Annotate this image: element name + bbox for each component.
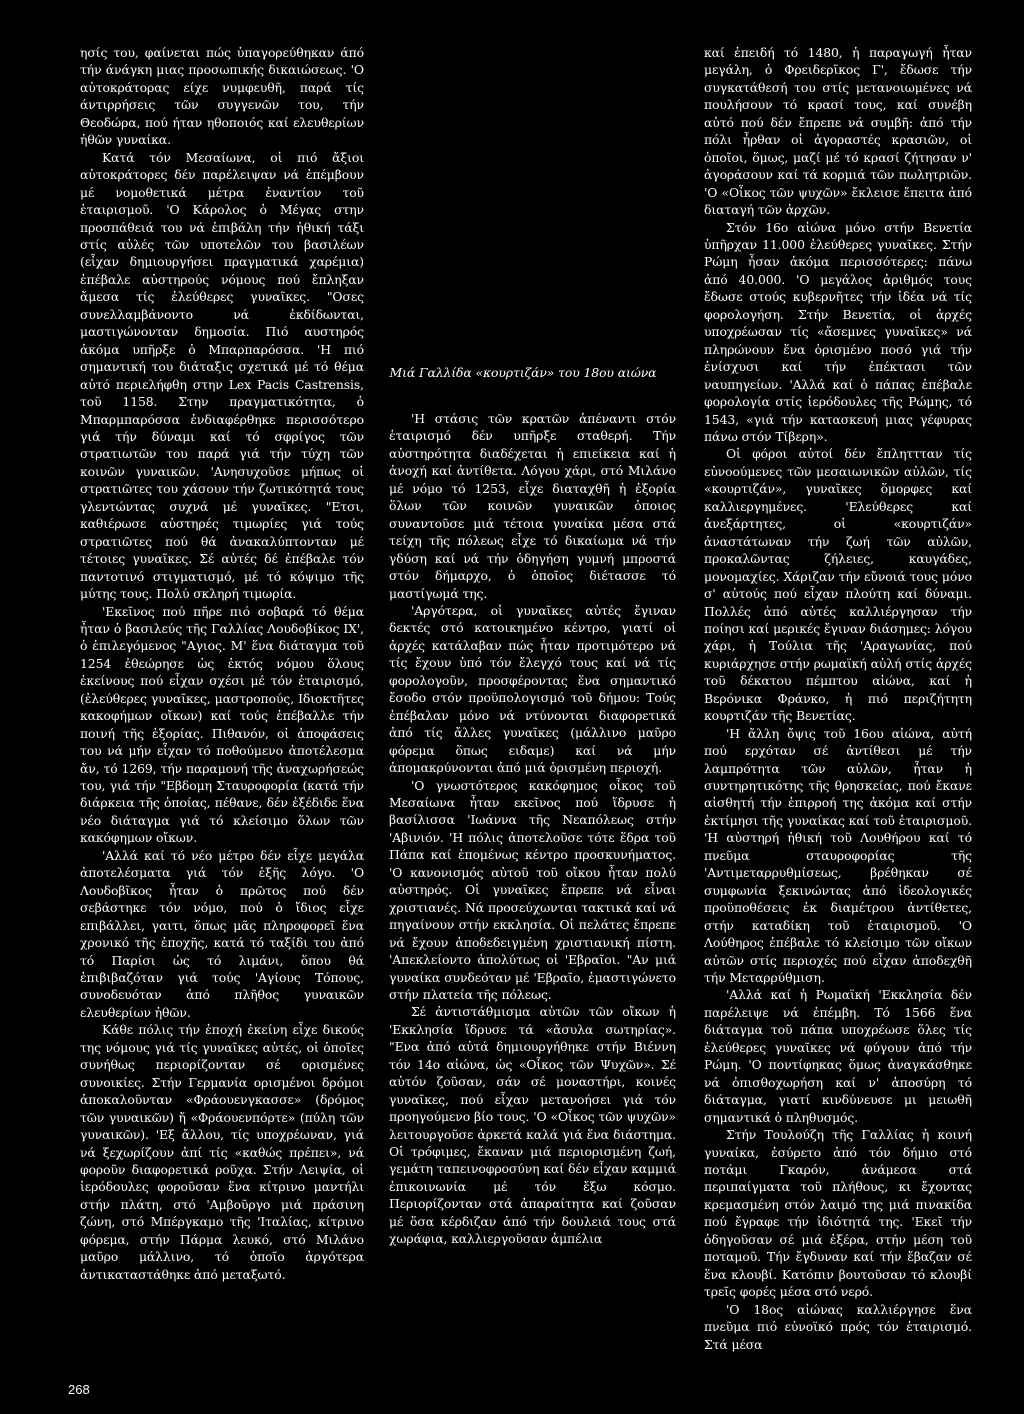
paragraph: 'Ο γνωστότερος κακόφημος οἶκος τοῦ Μεσαίωνα ἦταν εκεῖνος πού ἵδρυσε ἡ βασίλισσα 'Ιωάννα τῆς Νεαπόλεως στήν 'Αβινιόν. 'Η πόλις ἀποτελοῦσε τότε ἕδρα τοῦ Πάπα καί ἑπομένως κέντρο προσκυνήματος. 'Ο κανονισμός αὐτοῦ τοῦ οἴκου ἦταν πολύ αὐστηρός. Οἱ γυναῖκες ἔπρεπε νά εἶναι χριστιανές. Νά προσεύχωνται τακτικά καί νά πηγαίνουν στήν εκκλησία. Οἱ πελάτες ἔπρεπε νά ἔχουν ἀποδεδειγμένη χριστιανική πίστη. 'Απεκλείοντο ἀπολύτως οἱ 'Εβραῖοι. "Αν μιά γυναίκα συνδεόταν μέ 'Εβραῖο, ἐμαστιγώνετο στήν πλατεία τῆς πόλεως. xyxy=(389,777,676,1002)
paragraph: Κάθε πόλις τήν ἐποχή ἐκείνη εἶχε δικούς της νόμους γιά τίς γυναῖκες αὐτές, οἱ ὁποῖες συνήθως περιορίζονταν σέ ορισμένες συνοικίες. Στήν Γερμανία ορισμένοι δρόμοι ἀποκαλοῦνταν «Φράουενγκασσε» (δρόμος τῶν γυναικῶν) ἤ «Φράουενπόρτε» (πύλη τῶν γυναικῶν). 'Εξ ἄλλου, τίς υποχρέωναν, γιά νά ξεχωρίζουν ἀπί τίς «καθώς πρέπει», νά φοροῦν διαφορετικά ροῦχα. Στήν Λειψία, οἱ ἱερόδουλες φοροῦσαν ἕνα κίτρινο μαντήλι στήν πλάτη, στό 'Αμβοῦργο μιά πράσινη ζώνη, στό Μπέργκαμο τῆς 'Ιταλίας, κίτρινο φόρεμα, στήν Πάρμα λευκό, στό Μιλάνο μαῦρο μάλλινο, τό ὁποῖο ἀργότερα ἀντικαταστάθηκε ἀπό μεταξωτό. xyxy=(80,1022,364,1282)
paragraph: 'Η στάσις τῶν κρατῶν ἀπέναντι στόν ἑταιρισμό δέν υπῆρξε σταθερή. Τήν αὐστηρότητα διαδέχεται ἡ επιείκεια καί ἡ ἀνοχή καί ἀντίθετα. Λόγου χάρι, στό Μιλάνο μέ νόμο τό 1253, εἶχε διαταχθῆ ἡ ἐξορία ὅλων τῶν κοινῶν γυναικῶν ὁποιος συναντοῦσε μιά τέτοια γυναίκα μέσα στά τείχη τῆς πόλεως εἶχε τό δικαίωμα νά τήν γδύση καί νά τήν ὁδηγήση γυμνή μπροστά στόν δήμαρχο, ὁ ὁποῖος διέτασσε τό μαστίγωμά της. xyxy=(389,411,676,601)
left-column xyxy=(80,44,364,1283)
illustration-area xyxy=(378,40,678,352)
paragraph: καί ἐπειδή τό 1480, ἡ παραγωγή ἦταν μεγάλη, ὁ Φρειδερῖκος Γ', ἔδωσε τήν συγκατάθεσή του στίς μετανοιωμένες νά πουλήσουν τό κρασί τους, καί συνέβη αὐτό πού δέν ἔπρεπε νά συμβῆ: ἀπό τήν πόλι ἦρθαν οἱ ἀγοραστές κρασιῶν, οἱ ὁποῖοι, ὅμως, μαζί μέ τό κρασί ζήτησαν ν' ἀγοράσουν καί τά κορμιά τῶν πωλητριῶν. 'Ο «Οἶκος τῶν ψυχῶν» ἔκλεισε ἔπειτα ἀπό διαταγή τῶν ἀρχῶν. xyxy=(704,45,972,218)
paragraph: 'Αργότερα, οἱ γυναῖκες αὐτές ἔγιναν δεκτές στό κατοικημένο κέντρο, γιατί οἱ ἀρχές κατάλαβαν πώς ἦταν προτιμότερο νά τίς ἔχουν ὑπό τόν ἔλεγχό τους καί νά τίς φορολογοῦν, προσφέροντας ἕνα σημαντικό ἔσοδο στόν προϋπολογισμό τοῦ δήμου: Τούς ἐπέβαλαν μόνο νά ντύνονται διαφορετικά ἀπό τίς ἄλλες γυναῖκες (μάλλινο μαῦρο φόρεμα ὅπως ειδαμε) καί νά μήν ἀπομακρύνονται ἀπό μιά ὁρισμένη περιοχή. xyxy=(389,602,676,776)
middle-column xyxy=(389,410,676,1248)
paragraph: Στόν 16ο αἰώνα μόνο στήν Βενετία ὑπῆρχαν 11.000 ἐλεύθερες γυναῖκες. Στήν Ρώμη ἦσαν ἀκόμα περισσότερες: πάνω ἀπό 40.000. 'Ο μεγάλος ἀριθμός τους ἔδωσε στούς κυβερνῆτες τήν ἰδέα νά τίς φορολογήση. Στήν Βενετία, οἱ ἀρχές υποχρέωσαν τίς «ἄσεμνες γυναῖκες» νά πληρώνουν ἕνα ὁρισμένο ποσό γιά τήν ἐνίσχυσι καί τήν ἐπέκτασι τῶν ναυπηγείων. 'Αλλά καί ὁ πάπας ἐπέβαλε φορολογία στίς ἱερόδουλες τῆς Ρώμης, τό 1543, «γιά τήν κατασκευή μιας γέφυρας πάνω στόν Τίβερη». xyxy=(704,219,972,444)
paragraph: Στήν Τουλούζη τῆς Γαλλίας ἡ κοινή γυναίκα, ἐσύρετο ἀπό τόν δήμιο στό ποτάμι Γκαρόν, ἀνάμεσα στά περιπαίγματα τοῦ πλήθους, κι ἔχοντας κρεμασμένη στόν λαιμό της μιά πινακίδα πού ἔγραφε τήν ἰδιότητά της. 'Εκεῖ τήν ὁδηγοῦσαν σέ μιά ἐξέρα, στήν μέση τοῦ ποταμοῦ. Τήν ἔγδυναν καί τήν ἔβαζαν σέ ἕνα κλουβί. Κατόπιν βουτοῦσαν τό κλουβί τρεῖς φορές μέσα στό νερό. xyxy=(704,1127,972,1300)
paragraph: Οἱ φόροι αὐτοί δέν ἔπληττταν τίς εὐνοούμενες τῶν μεσαιωνικῶν αὐλῶν, τίς «κουρτιζάν», γυναῖκες ὅμορφες καί καλλιεργημένες. 'Ελεύθερες καί ἀνεξάρτητες, οἱ «κουρτιζάν» ἀναστάτωναν τήν ζωή τῶν αὐλῶν, προκαλῶντας ζήλειες, καυγάδες, μονομαχίες. Χάριζαν τήν εὔνοιά τους μόνο σ' αὐτούς πού εἶχαν πλούτη καί δύναμι. Πολλές ἀπό αὐτές καλλιέργησαν τήν ποίησι καί μερικές ἔγιναν διάσημες: λόγου χάρι, ἡ Τούλια τῆς 'Αραγωνίας, πού κυριάρχησε στήν ρωμαϊκή αὐλή στίς ἀρχές τοῦ δέκατου πέμπτου αἰώνα, καί ἡ Βερόνικα Φράνκο, ἡ πιό περιζήτητη κουρτιζάν τῆς Βενετίας. xyxy=(704,446,972,724)
paragraph: 'Αλλά καί ἡ Ρωμαϊκή 'Εκκλησία δέν παρέλειψε νά ἐπέμβη. Τό 1566 ἕνα διάταγμα τοῦ πάπα υποχρέωσε ὅλες τίς ἐλεύθερες γυναῖκες νά φύγουν ἀπό τήν Ρώμη. 'Ο ποντίφηκας ὅμως ἀναγκάσθηκε νά ὀπισθοχωρήση καί ν' ἀποσύρη τό διάταγμα, γιατί κινδύνευσε μι μειωθῆ σημαντικά ὁ πληθυσμός. xyxy=(704,987,972,1125)
page-number: 268 xyxy=(68,1382,90,1397)
paragraph: Σέ ἀντιστάθμισμα αὐτῶν τῶν οἴκων ἡ 'Εκκλησία ἵδρυσε τά «ἄσυλα σωτηρίας». "Ενα ἀπό αὐτά δημιουργήθηκε στήν Βιέννη τόν 14ο αἰώνα, ὡς «Οἶκος τῶν Ψυχῶν». Σέ αὐτόν ζοῦσαν, σάν σέ μοναστήρι, κοινές γυναῖκες, πού εἶχαν μετανοήσει γιά τόν προηγούμενο βίο τους. 'Ο «Οἶκος τῶν ψυχῶν» λειτουργοῦσε ἀρκετά καλά γιά ἕνα διάστημα. Οἱ τρόφιμες, ἔκαναν μιά περιορισμένη ζωή, γεμάτη ταπεινοφροσύνη καί δέν εἶχαν καμμιά ἐπικοινωνία μέ τόν ἔξω κόσμο. Περιορίζονταν στά ἀπαραίτητα καί ζοῦσαν μέ ὅσα κέρδιζαν ἀπό τήν δουλειά τους στά χωράφια, καλλιεργοῦσαν ἀμπέλια xyxy=(389,1004,676,1247)
paragraph: 'Η ἄλλη ὄψις τοῦ 16ου αἰώνα, αὐτή πού ερχόταν σέ ἀντίθεσι μέ τήν λαμπρότητα τῶν αὐλῶν, ἦταν ἡ συντηρητικότης τῆς θρησκείας, πού ἔκανε αἰσθητή τήν ἐπιρροή της ἀκόμα καί στήν ἐκτίμησι τῆς γυναίκας καί τοῦ ἑταιρισμοῦ. 'Η αὐστηρή ἠθική τοῦ Λουθήρου καί τό πνεῦμα σταυροφορίας τῆς 'Αντιμεταρρυθμίσεως, βρέθηκαν σέ συμφωνία ξεκινώντας ἀπό ἰδεολογικές προϋποθέσεις ἐκ διαμέτρου ἀντίθετες, στήν καταδίκη τοῦ ἑταιρισμοῦ. 'Ο Λούθηρος ἐπέβαλε τό κλείσιμο τῶν οἴκων αὐτῶν στίς περιοχές πού εἶχαν ἀποδεχθῆ τήν Μεταρρύθμιση. xyxy=(704,725,972,986)
paragraph: 'Ο 18ος αἰώνας καλλιέργησε ἕνα πνεῦμα πιό εὐνοϊκό πρός τόν ἑταιρισμό. Στά μέσα xyxy=(704,1301,972,1352)
paragraph: ησίς του, φαίνεται πώς ὑπαγορεύθηκαν άπό τήν άνάγκη μιας προσωπικής δικαιώσεως. 'Ο αὐτοκράτορας είχε νυμφευθῆ, παρά τίς άντιρρήσεις τῶν συγγενῶν του, τήν Θεοδώρα, πού ήταν ηθοποιός καί ελευθερίων ἠθῶν γυναίκα. xyxy=(80,45,364,148)
paragraph: Κατά τόν Μεσαίωνα, οἱ πιό ἄξιοι αὐτοκράτορες δέν παρέλειψαν νά ἐπέμβουν μέ νομοθετικά μέτρα ἐναντίον τοῦ ἑταιρισμοῦ. 'Ο Κάρολος ὁ Μέγας στην προσπάθειά του νά ἐπιβάλη τήν ἠθική τάξι στίς αὐλές τῶν υποτελῶν του βασιλέων (εἶχαν δημιουργήσει πραγματικά χαρέμια) ἐπέβαλε αὐστηρούς νόμους πού ἔπληξαν ἄμεσα τίς ἐλεύθερες γυναῖκες. "Οσες συνελλαμβάνοντο νά ἐκδίδωνται, μαστιγώνονταν δημοσία. Πιό αυστηρός ἀκόμα υπῆρξε ὁ Μπαρπαρόσσα. 'Η πιό σημαντική του διάταξις σχετικά μέ τό θέμα αὐτό περιελήφθη στην Lex Pacis Castrensis, τοῦ 1158. Στην πραγματικότητα, ὁ Μπαρμπαρόσσα ἐνδιαφέρθηκε περισσότερο γιά τήν δύναμι καί τό σφρίγος τῶν στρατιωτῶν του παρά γιά τήν τύχη τῶν κοινῶν γυναικῶν. 'Ανησυχοῦσε μήπως οἱ στρατιῶτες του χάσουν τήν ζωτικότητά τους γλεντώντας συχνά μέ γυναῖκες. "Ετσι, καθιέρωσε αὐστηρές τιμωρίες γιά τούς στρατιῶτες πού θά ἀνακαλύπτονταν μέ τέτοιες γυναῖκες. Σέ αὐτές δέ ἐπέβαλε τόν παντοτινό στιγματισμό, μέ τό κόψιμο τῆς μύτης τους. Πολύ σκληρή τιμωρία. xyxy=(80,149,364,602)
right-column xyxy=(704,44,972,1353)
image-caption: Μιά Γαλλίδα «κουρτιζάν» του 18ου αιώνα xyxy=(389,365,657,380)
paragraph: 'Αλλά καί τό νέο μέτρο δέν εἶχε μεγάλα ἀποτελέσματα γιά τόν ἑξῆς λόγο. 'Ο Λουδοβῖκος ἦταν ὁ πρῶτος πού δέν σεβάστηκε τόν νόμο, πού ὁ ἴδιος εἶχε επιβάλλει, γαιτι, ὅπως μᾶς πληροφορεῖ ἕνα χρονικό τῆς ἐποχῆς, κατά τό ταξίδι του ἀπό τό Παρίσι ὡς τό λιμάνι, ὅπου θά ἐπιβιβαζόταν γιά τούς 'Αγίους Τόπους, συνοδευόταν ἀπό πλῆθος γυναικῶν ελευθερίων ἠθῶν. xyxy=(80,847,364,1020)
paragraph: 'Εκεῖνος πού πῆρε πιό σοβαρά τό θέμα ἦταν ὁ βασιλεύς τῆς Γαλλίας Λουδοβίκος IX', ὁ ἐπιλεγόμενος "Αγιος. Μ' ἕνα διάταγμα τοῦ 1254 ἐθεώρησε ὡς ἐκτός νόμου ὅλους ἐκείνους πού εἶχαν σχέσι μέ τόν ἑταιρισμό, (ἐλεύθερες γυναῖκες, μαστροπούς, Ιδιοκτῆτες κακοφήμων οἴκων) καί τούς ἐπέβαλλε τήν ποινή τῆς ἐξορίας. Πιθανόν, οἱ ἀποφάσεις του νά μήν εἶχαν τό ποθούμενο ἀποτέλεσμα ἄν, τό 1269, τήν παραμονή τῆς ἀναχωρήσεώς του, γιά τήν "Εβδομη Σταυροφορία (κατά τήν διάρκεια τῆς ὁποίας, πέθανε, δέν ἐξέδιδε ἕνα νέο διάταγμα γιά τό κλείσιμο ὅλων τῶν κακόφημων οἴκων. xyxy=(80,603,364,846)
